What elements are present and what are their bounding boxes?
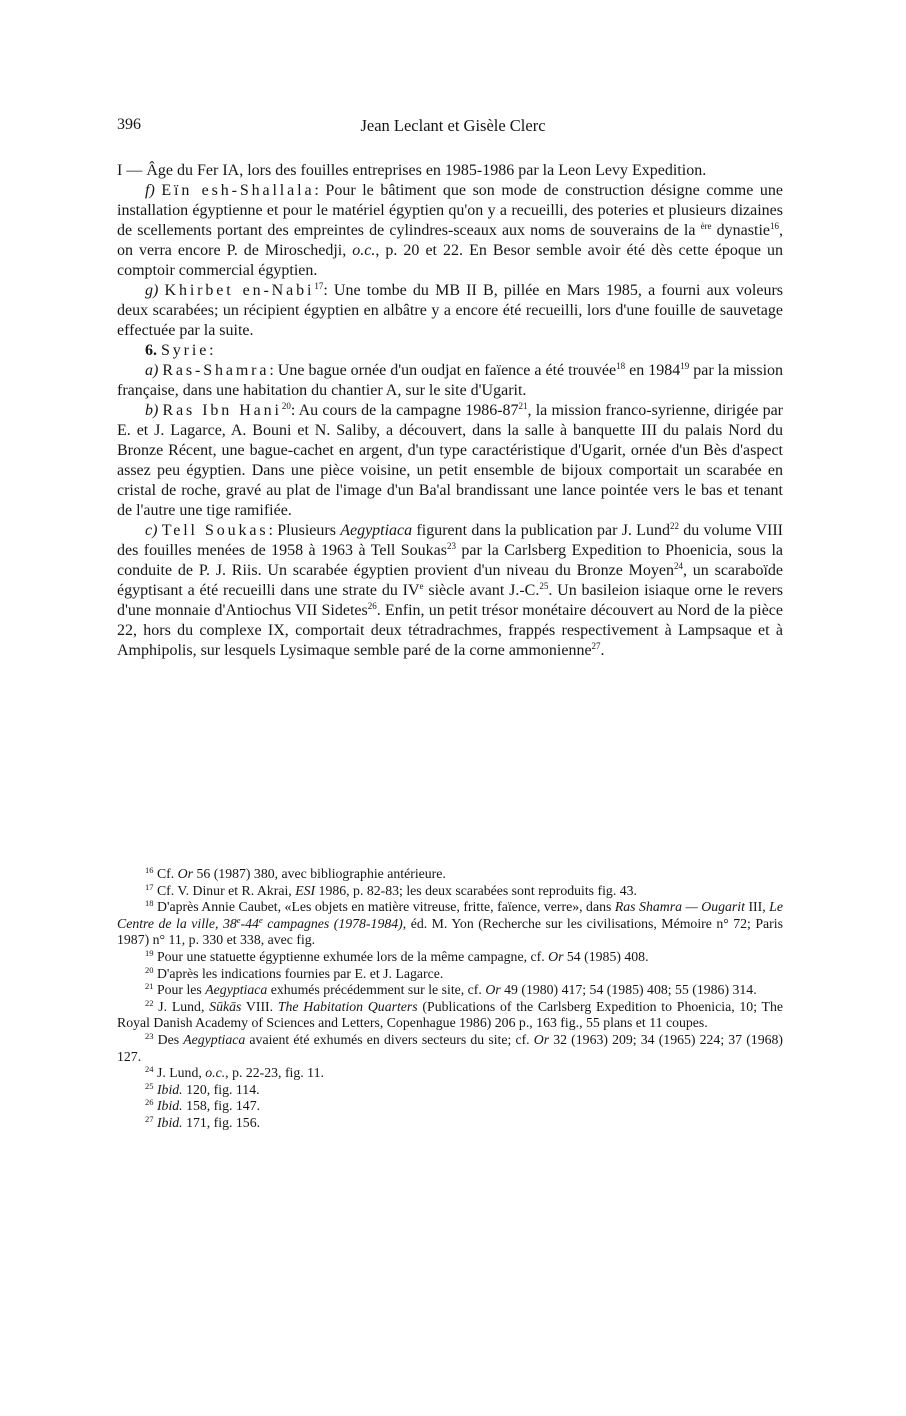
footnote-ref: 19 bbox=[680, 361, 690, 371]
paragraph-f: f) Eïn esh-Shallala: Pour le bâtiment que son mode de construction désigne comme une installation égyptienne et pour le matériel égyptien qu'on y a recueilli, des poteries et plusieurs dizaines de scellements portant des empreintes de cylindres-sceaux aux noms de souverains de la $^{ère}$ dynastie$^{16}$, on verra encore P. de Miroschedji, o.c., p. 20 et 22. En Besor semble avoir été dès cette époque un comptoir commercial égyptien. bbox=[117, 182, 784, 279]
footnote-ref: 24 bbox=[673, 561, 683, 571]
paragraph-g: g) Khirbet en-Nabi$^{17}$: Une tombe du MB II B, pillée en Mars 1985, a fourni aux voleurs deux scarabées; un récipient égyptien en albâtre y a encore été recueilli, lors d'une fouille de sauvetage effectuée par la suite. bbox=[117, 281, 784, 339]
site-name: Tell Soukas bbox=[161, 522, 269, 539]
footnote-22: $^{22}$ J. Lund, Sūkās VIII. The Habitation Quarters (Publications of the Carlsberg Expedition to Phoenicia, 10; The Royal Danish Academy of Sciences and Letters, Copenhague 1986) 206 p., 163 fig., 55 plans et 11 coupes. bbox=[117, 997, 783, 1031]
page-number: 396 bbox=[117, 116, 141, 133]
item-letter: f) bbox=[145, 182, 155, 199]
footnote-ref: 18 bbox=[616, 361, 626, 371]
footnote-ref: 22 bbox=[669, 521, 679, 531]
footnote-ref: 25 bbox=[539, 581, 549, 591]
paragraph-intro: I — Âge du Fer IA, lors des fouilles entreprises en 1985-1986 par la Leon Levy Expedition. bbox=[117, 162, 707, 179]
site-name: Khirbet en-Nabi bbox=[164, 282, 315, 299]
paragraph-c: c) Tell Soukas: Plusieurs Aegyptiaca figurent dans la publication par J. Lund$^{22}$ du volume VIII des fouilles menées de 1958 à 1963 à Tell Soukas$^{23}$ par la Carlsberg Expedition to Phoenicia, sous la conduite de P. J. Riis. Un scarabée égyptien provient d'un niveau du Bronze Moyen$^{24}$, un scaraboïde égyptisant a été recueilli dans une strate du IVe siècle avant J.-C.$^{25}$. Un basileion isiaque orne le revers d'une monnaie d'Antiochus VII Sidetes$^{26}$. Enfin, un petit trésor monétaire découvert au Nord de la pièce 22, hors du complexe IX, comportait deux tétradrachmes, frappés respectivement à Lampsaque et à Amphipolis, sur lesquels Lysimaque semble paré de la corne ammonienne$^{27}$. bbox=[117, 521, 784, 659]
footnote-ref: 16 bbox=[770, 221, 779, 231]
main-text bbox=[117, 161, 783, 661]
footnote-19: $^{19}$ Pour une statuette égyptienne exhumée lors de la même campagne, cf. Or 54 (1985) 408. bbox=[145, 947, 649, 964]
paragraph-b: b) Ras Ibn Hani$^{20}$: Au cours de la campagne $1986-87^{21}$, la mission franco-syrienne, dirigée par E. et J. Lagarce, A. Bouni et N. Saliby, a découvert, dans la salle à banquette III du palais Nord du Bronze Récent, une bague-cachet en argent, d'un type caractéristique d'Ugarit, ornée d'un Bès d'aspect assez peu égyptien. Dans une pièce voisine, un petit ensemble de bijoux comportait un scarabée en cristal de roche, gravé au plat de l'image d'un Ba'al brandissant une lance pointée vers le bas et tenant de l'autre une tige ramifiée. bbox=[117, 401, 784, 519]
footnote-ref: 20 bbox=[281, 401, 291, 411]
footnote-16: $^{16}$ Cf. Or 56 (1987) 380, avec bibliographie antérieure. bbox=[145, 865, 446, 881]
footnote-24: $^{24}$ J. Lund, o.c., p. 22-23, fig. 11. bbox=[145, 1064, 324, 1081]
site-name: Ras-Shamra bbox=[162, 362, 270, 379]
site-name: Ras Ibn Hani bbox=[162, 402, 282, 419]
footnote-20: $^{20}$ D'après les indications fournies par E. et J. Lagarce. bbox=[145, 964, 444, 981]
item-letter: a) bbox=[145, 362, 159, 379]
footnote-27: $^{27}$ Ibid. 171, fig. 156. bbox=[145, 1113, 261, 1130]
item-letter: b) bbox=[145, 402, 159, 419]
footnote-17: $^{17}$ Cf. V. Dinur et R. Akrai, ESI 1986, p. 82-83; les deux scarabées sont reproduits fig. 43. bbox=[145, 881, 637, 898]
running-head: Jean Leclant et Gisèle Clerc bbox=[360, 116, 546, 135]
paragraph-a: a) Ras-Shamra: Une bague ornée d'un oudjat en faïence a été trouvée$^{18}$ en 1984$^{19}$ par la mission française, dans une habitation du chantier A, sur le site d'Ugarit. bbox=[117, 361, 784, 399]
footnote-26: $^{26}$ Ibid. 158, fig. 147. bbox=[145, 1097, 261, 1114]
item-letter: c) bbox=[145, 522, 158, 539]
footnote-ref: 27 bbox=[591, 641, 601, 651]
footnote-ref: 26 bbox=[367, 601, 377, 611]
footnote-ref: 23 bbox=[446, 541, 456, 551]
footnote-ref: 17 bbox=[314, 281, 324, 291]
item-letter: g) bbox=[145, 282, 159, 299]
site-name: Eïn esh-Shallala bbox=[161, 182, 315, 199]
footnotes bbox=[117, 866, 783, 1132]
section-heading-syrie: 6. Syrie: bbox=[145, 342, 217, 359]
footnote-25: $^{25}$ Ibid. 120, fig. 114. bbox=[145, 1080, 260, 1097]
footnote-ref: 21 bbox=[518, 401, 528, 411]
footnote-21: $^{21}$ Pour les Aegyptiaca exhumés précédemment sur le site, cf. Or 49 (1980) 417; 54 (1985) 408; 55 (1986) 314. bbox=[145, 981, 757, 998]
footnote-23: $^{23}$ Des Aegyptiaca avaient été exhumés en divers secteurs du site; cf. Or 32 (1963) 209; 34 (1965) 224; 37 (1968) 127. bbox=[117, 1030, 783, 1064]
footnote-18: $^{18}$ D'après Annie Caubet, «Les objets en matière vitreuse, fritte, faïence, verre», dans Ras Shamra — Ougarit III, Le Centre de la ville, 38e-44e campagnes (1978-1984), éd. M. Yon (Recherche sur les civilisations, Mémoire n° 72; Paris 1987) n° 11, p. 330 et 338, avec fig. bbox=[117, 898, 783, 948]
